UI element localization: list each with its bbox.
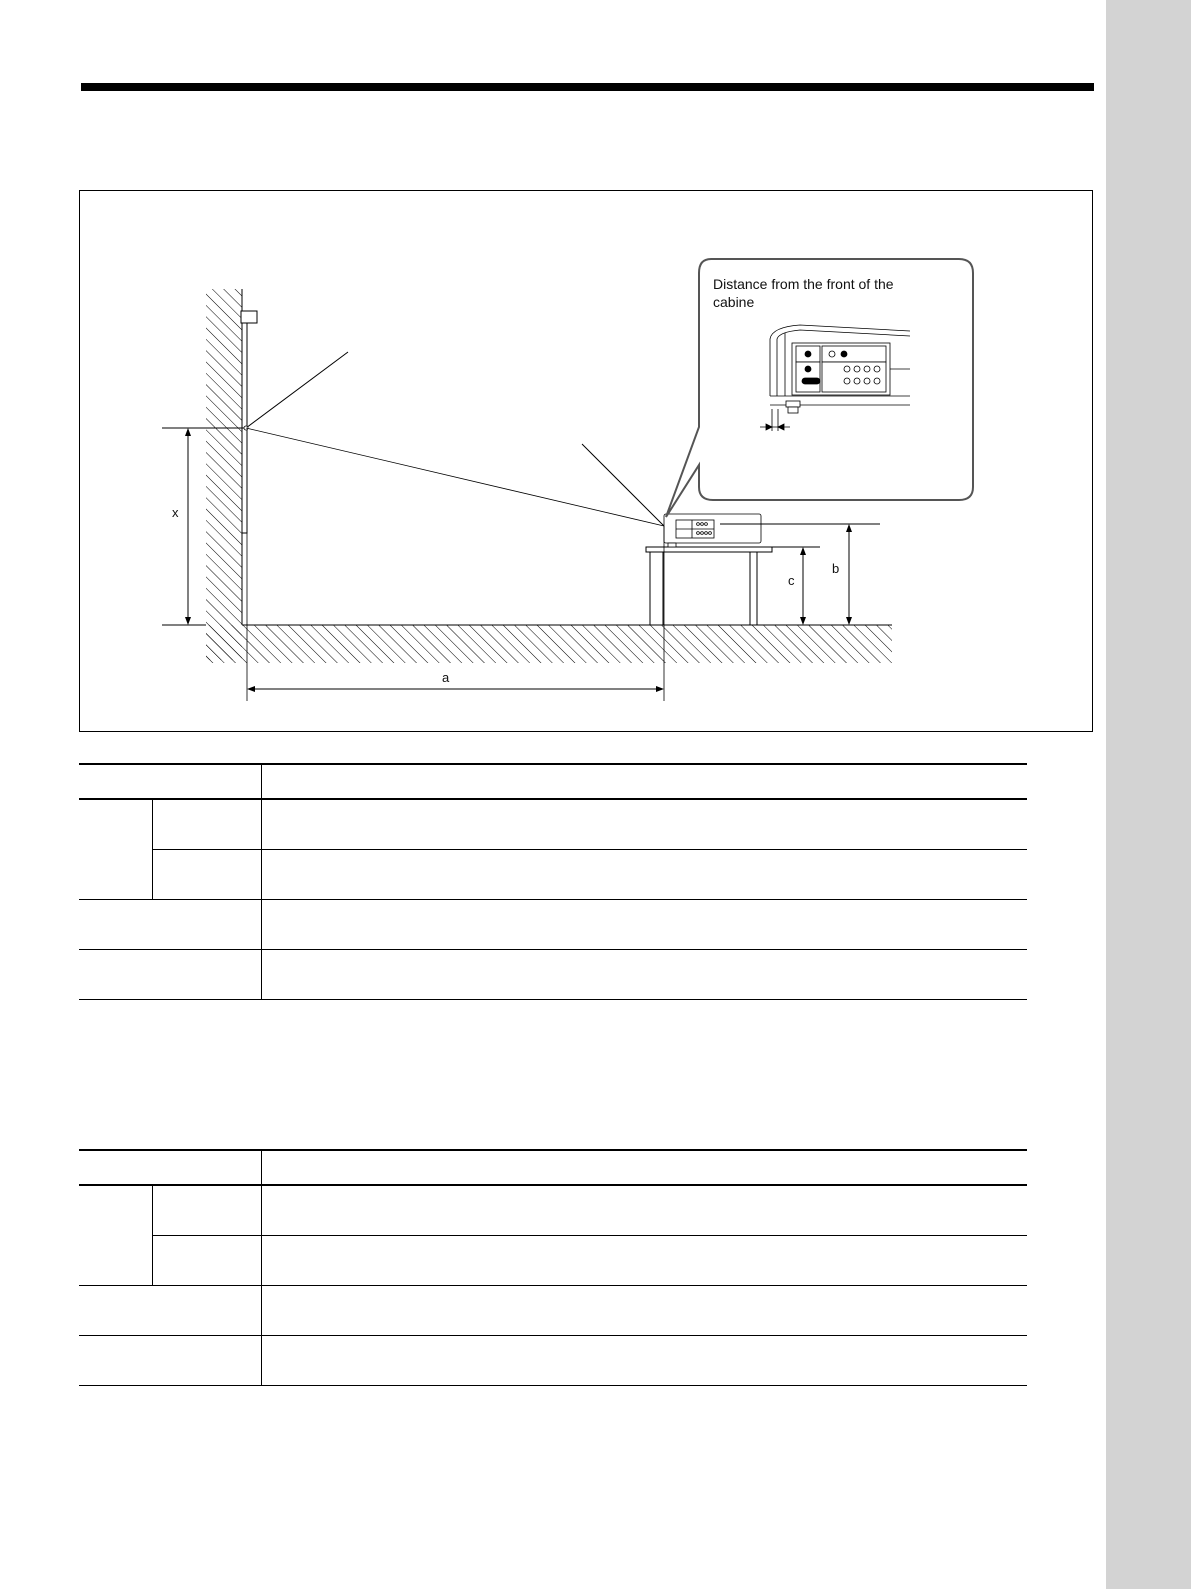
label-b: b [832, 561, 840, 576]
table-2-row [79, 1336, 1027, 1386]
installation-figure [79, 190, 1093, 732]
label-c: c [788, 573, 795, 588]
spec-table-2 [79, 1149, 1027, 1386]
table-2-header-cell [79, 1150, 152, 1185]
table-2-row [79, 1236, 1027, 1286]
spec-table-1 [79, 763, 1027, 1000]
table-2-subcell [152, 1185, 262, 1236]
table-1-row [79, 950, 1027, 1000]
projection-line [246, 428, 664, 526]
table-2-group-cell [79, 1185, 152, 1286]
table-1-cell [262, 900, 1028, 950]
table-2-cell [262, 1286, 1028, 1336]
table-2-header-cell [262, 1150, 1028, 1185]
callout-text-line1: Distance from the front of the [713, 276, 894, 292]
label-x: x [172, 505, 179, 520]
side-tab [1106, 0, 1191, 1589]
table-1-label-cell [79, 900, 262, 950]
table-2-subcell [152, 1236, 262, 1286]
table-1-subcell [152, 850, 262, 900]
table-2-label-cell [79, 1286, 262, 1336]
table-2-row [79, 1286, 1027, 1336]
table-top [646, 547, 772, 552]
table-1-subcell [152, 799, 262, 850]
table-2-header-row [79, 1150, 1027, 1185]
screen-housing [241, 311, 257, 323]
wall [206, 289, 242, 660]
header-rule [81, 83, 1094, 91]
table-1-row [79, 900, 1027, 950]
label-a: a [442, 670, 450, 685]
table-1-header-cell [79, 764, 152, 799]
table-2-cell [262, 1185, 1028, 1236]
callout-text-line2: cabine [713, 294, 755, 310]
table-2-label-cell [79, 1336, 262, 1386]
table-1-cell [262, 850, 1028, 900]
table-1-cell [262, 950, 1028, 1000]
table-2-row [79, 1185, 1027, 1236]
installation-diagram [80, 191, 1092, 731]
table-1-label-cell [79, 950, 262, 1000]
table-1-row [79, 850, 1027, 900]
table-1-header-row [79, 764, 1027, 799]
floor [206, 625, 892, 663]
table-1-group-cell [79, 799, 152, 900]
table-2-header-cell [152, 1150, 262, 1185]
table-1-header-cell [262, 764, 1028, 799]
table-1-row [79, 799, 1027, 850]
table-2-cell [262, 1336, 1028, 1386]
table-1-cell [262, 799, 1028, 850]
projector [664, 514, 761, 547]
table-2-cell [262, 1236, 1028, 1286]
table-1-header-cell [152, 764, 262, 799]
